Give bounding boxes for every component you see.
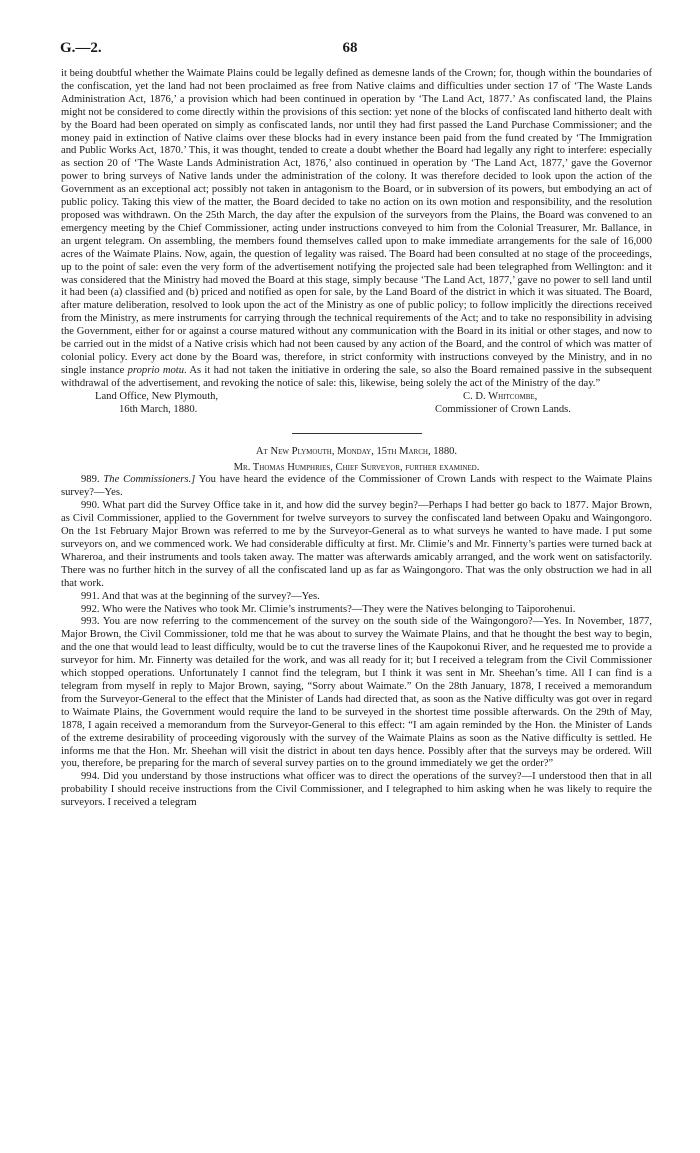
- question-992: 992. Who were the Natives who took Mr. Climie’s instruments?—They were the Natives belonging to Taiporohenui.: [81, 603, 576, 615]
- speaker-label: The Commissioners.]: [103, 474, 196, 486]
- body-text: [61, 68, 652, 810]
- page-number: 68: [342, 40, 358, 56]
- page-header: [60, 40, 640, 60]
- signature-date: 16th March, 1880.: [119, 403, 198, 415]
- question-990: 990. What part did the Survey Office take in it, and how did the survey begin?—Perhaps I had better go back to 1877. Major Brown, as Civil Commissioner, applied to the Government for twelve surveyors to survey the confiscated land between Opaku and Waingongoro. On the 1st February Major Brown was referred to me by the Surveyor-General as to what surveys he wanted to have made. I put some surveyors on, and we commenced work. We had considerable difficulty at first. Mr. Climie’s and Mr. Finnerty’s parties were turned back at Whareroa, and their instruments and tools taken away. The matter was afterwards amicably arranged, and the work went on satisfactorily. There was no further hitch in the survey of all the confiscated land up as far as Waingongoro. That was the only obstruction we had in all that work.: [61, 500, 652, 589]
- latin-phrase: proprio motu: [127, 364, 185, 376]
- signature-block: [61, 391, 652, 417]
- question-993: 993. You are now referring to the commencement of the survey on the south side of the Waingongoro?—Yes. In November, 1877, Major Brown, the Civil Commissioner, told me that he was about to survey the Waimate Plains, and that he thought the best way to begin, and the one that would lead to least difficulty, would be to cut the traverse lines of the Kaupokonui River, and he requested me to provide a surveyor for him. Mr. Finnerty was detailed for the work, and was all ready for it; but I received a telegram from the Civil Commissioner which stopped operations. Unfortunately I cannot find the telegram, but I think it was sent in Mr. Sheehan’s time. All I can find is a telegram from myself in reply to Major Brown, saying, “Sorry about Waimate.” On the 28th January, 1878, I received a memorandum from the Surveyor-General to the effect that the Minister of Lands had directed that, as soon as the Native difficulty was got over in regard to Waimate Plains, the Government would require the land to be surveyed in the shortest time possible afterwards. On the 29th of May, 1878, I again received a memorandum from the Surveyor-General to this effect: “I am again reminded by the Hon. the Minister of Lands of the extreme desirability of proceeding vigorously with the survey of the Waimate Plains as soon as the Native difficulty is settled. He informs me that the Hon. Mr. Sheehan will visit the district in about ten days hence. Possibly after that the surveys may be ordered. Will you, therefore, be preparing for the march of several survey parties on to the ground immediately we get the order?”: [61, 616, 652, 770]
- witness-line: Mr. Thomas Humphries, Chief Surveyor, further examined.: [233, 461, 480, 473]
- document-code: G.—2.: [60, 40, 102, 56]
- signature-place: Land Office, New Plymouth,: [95, 390, 219, 402]
- signature-name: C. D. Whitcombe,: [463, 390, 538, 402]
- question-989: 989. The Commissioners.] You have heard the evidence of the Commissioner of Crown Lands with respect to the Waimate Plains survey?—Yes.: [61, 474, 652, 499]
- session-heading: At New Plymouth, Monday, 15th March, 1880.: [255, 445, 458, 457]
- continuation-paragraph: it being doubtful whether the Waimate Plains could be legally defined as demesne lands of the Crown; for, though within the boundaries of the confiscation, yet the land had not been proclaimed as free from Native claims and difficulties under section 17 of ‘The Waste Lands Administration Act, 1876,’ a provision which had been continued in operation by ‘The Land Act, 1877.’ As confiscated land, the Plains might not be considered to come directly within the provisions of this section: yet none of the blocks of confiscated land hitherto dealt with by the Board had been operated on simply as confiscated lands, nor until they had first passed the Land Purchase Commissioner; and the money paid in extinction of Native claims over these blocks had in every instance been paid from the fund created by ‘The Immigration and Public Works Act, 1870.’ This, it was thought, tended to create a doubt whether the Board had legally any right to interfere: especially as section 20 of ‘The Waste Lands Administration Act, 1876,’ also continued in operation by ‘The Land Act, 1877,’ gave the Governor power to bring surveys of Native lands under the administration of the colony. It was therefore decided to look upon the action of the Government as an exceptional act; possibly not taken in antagonism to the Board, or in subversion of its powers, but embodying an act of public policy. Taking this view of the matter, the Board decided to take no action on its own motion and responsibility, and the resolution proposed was withdrawn. On the 25th March, the day after the expulsion of the surveyors from the Plains, the Board was convened to an emergency meeting by the Chief Commissioner, acting under instructions conveyed to him from the Colonial Treasurer, Mr. Ballance, in an urgent telegram. On assembling, the members found themselves called upon to make immediate arrangements for the sale of 16,000 acres of the Waimate Plains. Now, again, the question of legality was raised. The Board had been consulted at no stage of the proceedings, up to the point of sale: even the very form of the advertisement notifying the projected sale had been telegraphed from Wellington: and it was considered that the Ministry had moved the Board at this stage, simply because ‘The Land Act, 1877,’ gave no power to sell land until it had been (a) classified and (b) priced and notified as open for sale, by the Land Board of the district in which it was situated. The Board, after mature deliberation, resolved to look upon the act of the Ministry as one of public policy; to follow implicitly the directions received from the Ministry, as mere instruments for carrying through the technical requirements of the Act; and to take no responsibility in advising the Government, either for or against a course matured without any communication with the Board in its initial or other stages, and now to be carried out in the midst of a Native crisis which had not been caused by any action of the Board, and the control of which was matter of colonial policy. Every act done by the Board was, therefore, in strict conformity with instructions conveyed by the Ministry, and in no single instance proprio motu. As it had not taken the initiative in ordering the sale, so also the Board remained passive in the subsequent withdrawal of the advertisement, and revoking the notice of sale: this, likewise, being solely the act of the Ministry of the day.”: [61, 68, 652, 389]
- question-994: 994. Did you understand by those instructions what officer was to direct the operations of the survey?—I understood then that in all probability I should receive instructions from the Civil Commissioner, and I telegraphed to him asking when he was likely to require the surveyors. I received a telegram: [61, 771, 652, 809]
- section-divider: [292, 433, 422, 434]
- signature-title: Commissioner of Crown Lands.: [435, 403, 571, 415]
- question-991: 991. And that was at the beginning of the survey?—Yes.: [81, 590, 320, 602]
